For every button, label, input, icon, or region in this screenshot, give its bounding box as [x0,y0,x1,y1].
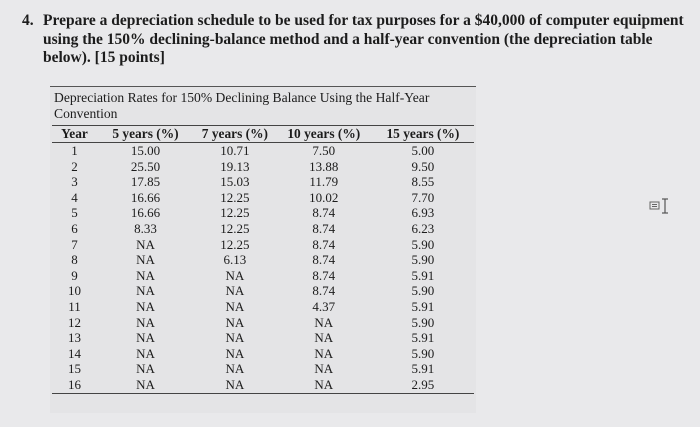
cell-7-years: NA [225,361,245,377]
cell-15-years: 5.90 [411,236,435,252]
cell-15-years: 2.95 [372,377,474,393]
cell-year: 9 [71,267,78,283]
cell-10-years: 8.74 [312,205,336,221]
cell-10-years: 4.37 [312,298,336,314]
table-row [52,237,474,253]
header-10-years: 10 years (%) [276,126,372,143]
table-row [52,221,474,237]
table-row [52,143,474,159]
cell-10-years: 11.79 [309,174,339,190]
cell-15-years: 6.93 [411,205,435,221]
header-5-years: 5 years (%) [97,126,194,143]
cell-5-years: NA [136,283,155,299]
cell-7-years: 19.13 [220,158,250,174]
header-7-years: 7 years (%) [194,126,276,143]
cell-15-years: 5.91 [411,330,435,346]
cell-15-years: 5.00 [411,143,435,158]
cell-year: 11 [68,298,81,314]
cell-10-years: NA [314,330,334,346]
depreciation-table-figure [50,86,476,413]
cell-5-years: NA [136,330,155,346]
table-row [52,268,474,284]
cell-year: 7 [71,236,78,252]
table-row [52,315,474,331]
cell-5-years: 8.33 [134,220,157,236]
cell-10-years: 8.74 [312,283,336,299]
cell-year: 16 [52,377,97,393]
cell-15-years: 8.55 [411,174,435,190]
table-row [52,174,474,190]
cell-year: 12 [67,314,81,330]
cell-year: 10 [67,283,81,299]
cell-15-years: 7.70 [411,189,435,205]
cell-year: 15 [67,361,81,377]
table-row [52,205,474,221]
cell-7-years: NA [194,377,276,393]
cell-year: 4 [71,189,78,205]
question-block [22,12,687,68]
cell-7-years: 12.25 [220,205,250,221]
table-header-row [52,126,474,143]
cell-7-years: NA [225,267,245,283]
cell-15-years: 5.90 [411,283,435,299]
cell-7-years: NA [225,314,245,330]
cell-10-years: 8.74 [312,267,336,283]
cell-year: 5 [71,205,78,221]
cell-5-years: NA [136,267,155,283]
text-cursor-icon [649,197,671,215]
cell-year: 3 [71,174,78,190]
cell-5-years: NA [136,345,155,361]
cell-10-years: NA [276,377,372,393]
question-text: Prepare a depreciation schedule to be used for tax purposes for a $40,000 of computer equipment using the 150% declining-balance method and a half-year convention (the depreciation table below). [15 points] [43,12,684,66]
header-15-years: 15 years (%) [372,126,474,143]
table-row [52,159,474,175]
cell-year: 8 [71,252,78,268]
table-body [52,143,474,394]
cell-10-years: 8.74 [312,220,336,236]
cell-year: 1 [71,143,78,158]
cell-year: 14 [67,345,81,361]
cell-15-years: 5.91 [411,267,435,283]
cell-5-years: 16.66 [130,205,161,221]
cell-10-years: 10.02 [309,189,339,205]
cell-7-years: 6.13 [223,252,247,268]
cell-5-years: NA [97,377,194,393]
cell-7-years: 12.25 [220,189,250,205]
cell-5-years: 16.66 [130,189,161,205]
table-row [52,283,474,299]
cell-10-years: NA [314,345,334,361]
cell-10-years: 8.74 [312,252,336,268]
table-row [52,299,474,315]
cell-5-years: NA [136,314,155,330]
question-number: 4. [22,12,34,29]
cell-7-years: NA [225,283,245,299]
depreciation-table [52,125,474,394]
cell-5-years: NA [136,236,155,252]
cell-7-years: 12.25 [220,236,250,252]
table-row [52,190,474,206]
cell-5-years: 25.50 [130,158,161,174]
cell-5-years: 15.00 [130,143,161,158]
cell-5-years: NA [136,298,155,314]
cell-15-years: 9.50 [411,158,435,174]
cell-year: 13 [67,330,81,346]
cell-year: 2 [71,158,78,174]
table-row [52,330,474,346]
cell-10-years: 13.88 [309,158,339,174]
cell-year: 6 [71,220,78,236]
cell-5-years: NA [136,252,155,268]
cell-10-years: 8.74 [312,236,336,252]
table-row [52,252,474,268]
cell-5-years: 17.85 [130,174,161,190]
table-caption: Depreciation Rates for 150% Declining Balance Using the Half-Year Convention [54,90,430,121]
cell-15-years: 5.91 [411,298,435,314]
table-row [52,346,474,362]
cell-5-years: NA [136,361,155,377]
cell-7-years: 12.25 [220,220,250,236]
cell-15-years: 5.90 [411,252,435,268]
table-row [52,377,474,393]
cell-15-years: 5.90 [411,314,435,330]
cell-15-years: 6.23 [411,220,435,236]
cell-10-years: NA [314,314,334,330]
cell-15-years: 5.90 [411,345,435,361]
table-row [52,361,474,377]
cell-7-years: NA [225,345,245,361]
header-year: Year [52,126,97,143]
cell-10-years: NA [314,361,334,377]
cell-7-years: NA [225,330,245,346]
cell-7-years: 10.71 [220,143,250,158]
cell-7-years: NA [225,298,245,314]
cell-7-years: 15.03 [220,174,250,190]
cell-10-years: 7.50 [312,143,336,158]
cell-15-years: 5.91 [411,361,435,377]
